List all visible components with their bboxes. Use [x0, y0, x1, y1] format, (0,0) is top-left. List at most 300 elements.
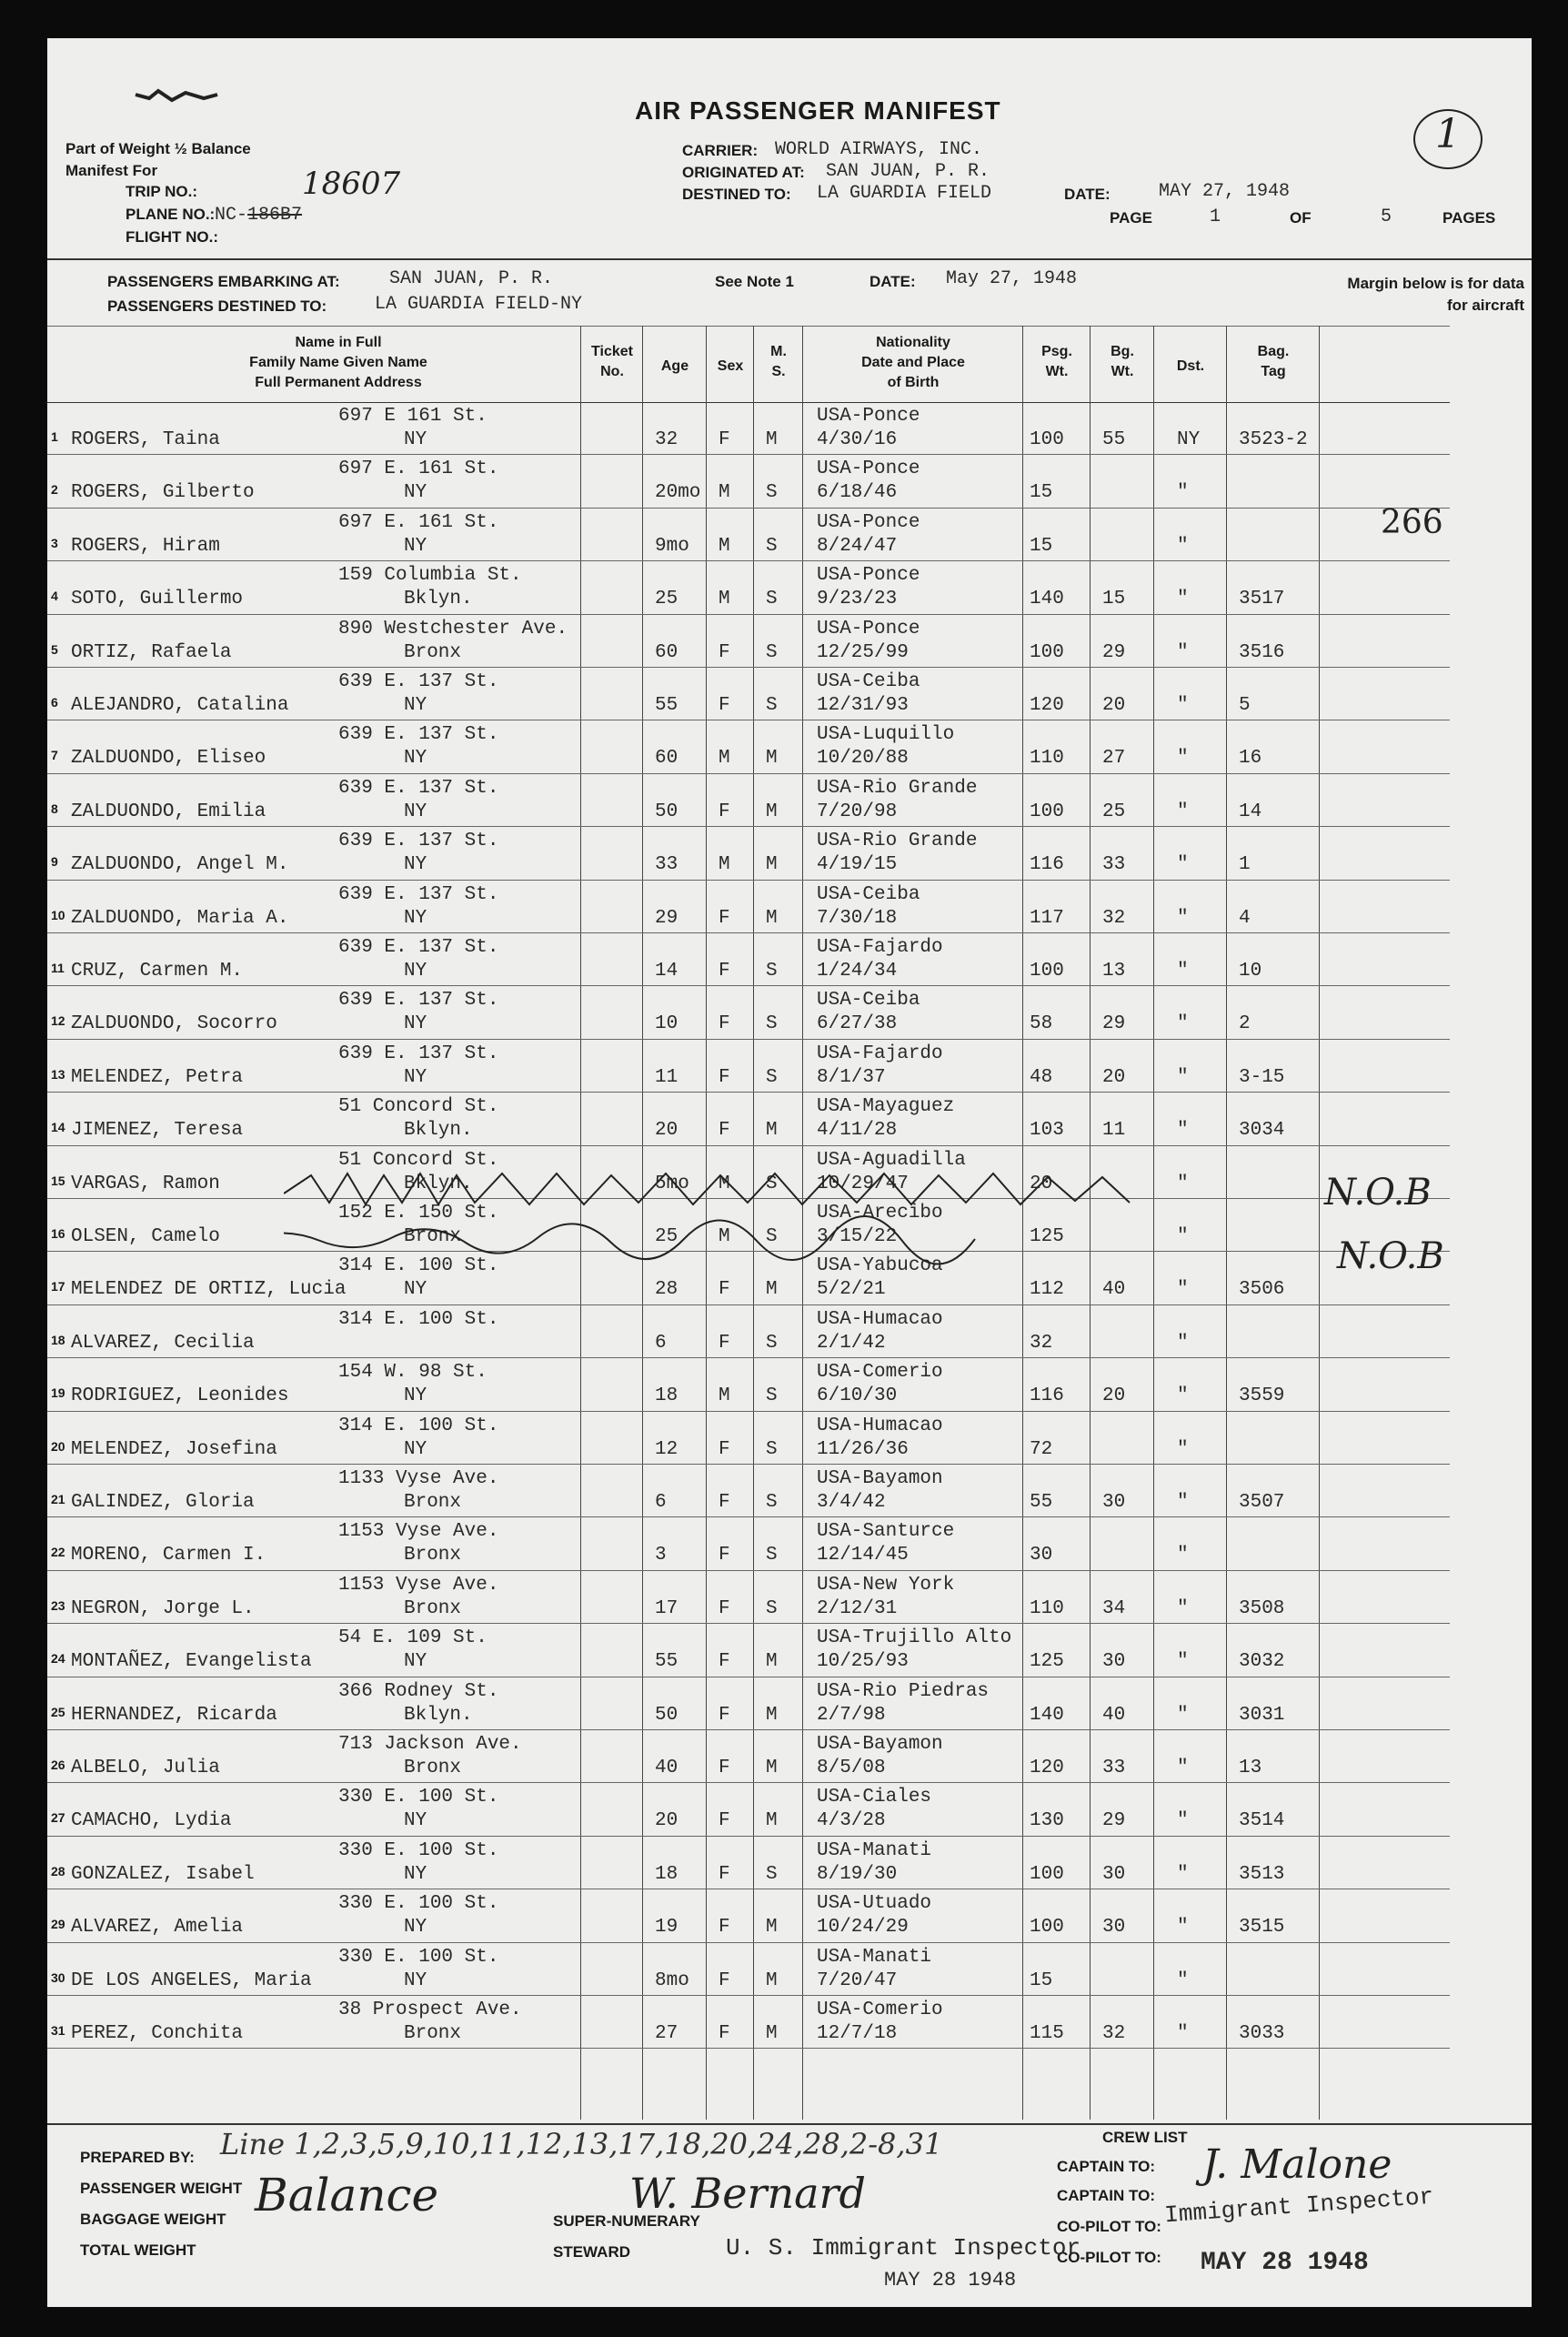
passenger-weight: 110 [1030, 1597, 1064, 1619]
embark-date-label: DATE: [869, 273, 916, 290]
bag-tag: 3033 [1239, 2023, 1285, 2044]
sex: F [719, 1597, 730, 1619]
row-number: 10 [51, 907, 65, 922]
captain-label: CAPTAIN TO: [1057, 2187, 1155, 2204]
passenger-name: ZALDUONDO, Socorro [71, 1013, 277, 1035]
bag-tag: 4 [1239, 907, 1251, 929]
row-number: 12 [51, 1013, 65, 1029]
carrier-value: WORLD AIRWAYS, INC. [775, 139, 983, 160]
address-line-2: Bronx [404, 1597, 462, 1619]
baggage-weight: 30 [1102, 1492, 1126, 1513]
table-row [47, 1943, 1450, 1995]
age: 25 [655, 1226, 678, 1247]
header-rule [47, 258, 1532, 260]
row-number: 3 [51, 535, 58, 550]
row-number: 9 [51, 854, 58, 870]
bag-tag: 13 [1239, 1758, 1262, 1778]
birth-date: 3/15/22 [817, 1226, 898, 1247]
marital-status: S [766, 1013, 778, 1035]
table-row [47, 1889, 1450, 1941]
col-header-bag-tag: Bag. Tag [1257, 344, 1290, 379]
baggage-weight: 33 [1102, 854, 1126, 876]
age: 32 [655, 429, 678, 450]
address-line-1: 159 Columbia St. [338, 565, 522, 587]
baggage-weight: 13 [1102, 961, 1126, 982]
birth-place: USA-Santurce [817, 1521, 955, 1543]
address-line-2: Bronx [404, 1545, 462, 1566]
address-line-2: NY [404, 695, 427, 716]
footer-rule [47, 2123, 1532, 2125]
destination: " [1177, 1279, 1189, 1301]
address-line-1: 314 E. 100 St. [338, 1308, 499, 1330]
nob-annotation: N.O.B [1324, 1172, 1432, 1214]
address-line-2: NY [404, 1013, 427, 1035]
table-row [47, 402, 1450, 454]
passenger-name: CRUZ, Carmen M. [71, 961, 244, 982]
passenger-name: ROGERS, Taina [71, 429, 220, 450]
birth-place: USA-Aguadilla [817, 1149, 966, 1171]
sex: M [719, 482, 730, 504]
passenger-name: ALVAREZ, Cecilia [71, 1332, 255, 1354]
age: 14 [655, 961, 678, 982]
destination: " [1177, 1066, 1189, 1088]
passenger-name: HERNANDEZ, Ricarda [71, 1704, 277, 1726]
passenger-weight: 72 [1030, 1438, 1053, 1460]
table-top-rule [47, 326, 1450, 327]
passenger-weight: 15 [1030, 482, 1053, 504]
destination: " [1177, 1651, 1189, 1673]
marital-status: S [766, 482, 778, 504]
address-line-1: 639 E. 137 St. [338, 671, 499, 692]
age: 8mo [655, 1969, 689, 1991]
passenger-name: ALEJANDRO, Catalina [71, 695, 289, 716]
passenger-name: JIMENEZ, Teresa [71, 1120, 244, 1142]
passenger-weight: 100 [1030, 801, 1064, 822]
age: 55 [655, 1651, 678, 1673]
birth-date: 12/25/99 [817, 641, 909, 663]
super-numerary-label: SUPER-NUMERARY [553, 2212, 700, 2230]
age: 3 [655, 1545, 667, 1566]
table-row [47, 455, 1450, 507]
destination: " [1177, 1758, 1189, 1778]
row-number: 13 [51, 1066, 65, 1082]
birth-date: 12/7/18 [817, 2023, 898, 2044]
address-line-1: 639 E. 137 St. [338, 1043, 499, 1064]
birth-place: USA-New York [817, 1574, 955, 1596]
address-line-1: 1153 Vyse Ave. [338, 1521, 499, 1543]
birth-date: 12/31/93 [817, 695, 909, 716]
age: 60 [655, 641, 678, 663]
age: 10 [655, 1013, 678, 1035]
bag-tag: 3032 [1239, 1651, 1285, 1673]
sex: F [719, 1704, 730, 1726]
destination: " [1177, 748, 1189, 770]
passenger-weight: 20 [1030, 1173, 1053, 1194]
birth-place: USA-Comerio [817, 2000, 943, 2020]
passenger-name: ALBELO, Julia [71, 1758, 220, 1778]
immigrant-inspector-stamp: Immigrant Inspector [1163, 2182, 1435, 2230]
marital-status: M [766, 2023, 778, 2044]
marital-status: S [766, 1492, 778, 1513]
baggage-weight: 29 [1102, 1810, 1126, 1832]
row-number: 16 [51, 1226, 65, 1241]
baggage-weight: 30 [1102, 1863, 1126, 1885]
passenger-weight: 100 [1030, 429, 1064, 450]
row-number: 8 [51, 801, 58, 816]
baggage-weight: 33 [1102, 1758, 1126, 1778]
age: 20 [655, 1810, 678, 1832]
sex: F [719, 961, 730, 982]
bag-tag: 3523-2 [1239, 429, 1308, 450]
age: 27 [655, 2023, 678, 2044]
prepared-by-label: PREPARED BY: [80, 2149, 195, 2166]
birth-place: USA-Ceiba [817, 883, 920, 905]
baggage-weight: 11 [1102, 1120, 1126, 1142]
bag-tag: 2 [1239, 1013, 1251, 1035]
table-row [47, 1305, 1450, 1357]
age: 18 [655, 1385, 678, 1407]
address-line-1: 697 E. 161 St. [338, 458, 499, 480]
marital-status: S [766, 1597, 778, 1619]
sex: F [719, 1758, 730, 1778]
sex: F [719, 1066, 730, 1088]
birth-date: 4/19/15 [817, 854, 898, 876]
table-row [47, 774, 1450, 826]
age: 25 [655, 589, 678, 610]
copilot-label: CO-PILOT TO: [1057, 2249, 1161, 2266]
birth-date: 4/30/16 [817, 429, 898, 450]
birth-place: USA-Bayamon [817, 1734, 943, 1755]
passenger-name: ROGERS, Gilberto [71, 482, 255, 504]
row-number: 27 [51, 1810, 65, 1826]
col-header-age: Age [660, 358, 689, 374]
destination: " [1177, 1492, 1189, 1513]
address-line-1: 639 E. 137 St. [338, 990, 499, 1012]
captain-signature: J. Malone [1202, 2141, 1392, 2188]
birth-date: 2/12/31 [817, 1597, 898, 1619]
row-divider [47, 2048, 1450, 2049]
baggage-weight: 27 [1102, 748, 1126, 770]
table-row [47, 1571, 1450, 1623]
passenger-name: SOTO, Guillermo [71, 589, 244, 610]
address-line-2: NY [404, 854, 427, 876]
date-stamp: MAY 28 1948 [884, 2269, 1017, 2292]
date-stamp: MAY 28 1948 [1201, 2249, 1369, 2277]
address-line-1: 697 E. 161 St. [338, 511, 499, 533]
passenger-weight: 116 [1030, 854, 1064, 876]
manifest-page [47, 38, 1532, 2307]
destination: " [1177, 961, 1189, 982]
birth-place: USA-Bayamon [817, 1468, 943, 1489]
birth-place: USA-Humacao [817, 1308, 943, 1330]
sex: M [719, 854, 730, 876]
row-number: 7 [51, 748, 58, 763]
birth-date: 6/10/30 [817, 1385, 898, 1407]
birth-place: USA-Fajardo [817, 937, 943, 958]
passenger-name: ZALDUONDO, Angel M. [71, 854, 289, 876]
passenger-name: PEREZ, Conchita [71, 2023, 244, 2044]
birth-place: USA-Arecibo [817, 1203, 943, 1224]
sex: M [719, 1226, 730, 1247]
address-line-1: 330 E. 100 St. [338, 1946, 499, 1968]
passenger-weight: 112 [1030, 1279, 1064, 1301]
address-line-1: 330 E. 100 St. [338, 1839, 499, 1861]
address-line-2: NY [404, 1651, 427, 1673]
destination: " [1177, 695, 1189, 716]
birth-place: USA-Mayaguez [817, 1096, 955, 1118]
address-line-1: 51 Concord St. [338, 1149, 499, 1171]
sex: F [719, 1013, 730, 1035]
sex: F [719, 429, 730, 450]
nob-annotation: N.O.B [1337, 1235, 1444, 1277]
embarking-value: SAN JUAN, P. R. [389, 268, 554, 289]
birth-date: 8/5/08 [817, 1758, 886, 1778]
address-line-2: NY [404, 748, 427, 770]
address-line-1: 330 E. 100 St. [338, 1893, 499, 1915]
passenger-weight: 103 [1030, 1120, 1064, 1142]
row-number: 19 [51, 1385, 65, 1401]
bag-tag: 5 [1239, 695, 1251, 716]
col-header-name: Name in Full Family Name Given Name Full Permanent Address [249, 335, 427, 390]
baggage-weight: 55 [1102, 429, 1126, 450]
birth-date: 10/24/29 [817, 1917, 909, 1939]
row-number: 24 [51, 1651, 65, 1667]
page-number: 1 [1210, 207, 1221, 227]
sex: F [719, 1810, 730, 1832]
passenger-name: MELENDEZ, Petra [71, 1066, 244, 1088]
row-number: 30 [51, 1969, 65, 1985]
destination: " [1177, 1810, 1189, 1832]
embarking-label: PASSENGERS EMBARKING AT: [107, 273, 340, 290]
col-header-psg-wt: Psg. Wt. [1041, 344, 1072, 379]
address-line-2: Bronx [404, 1492, 462, 1513]
of-label: OF [1290, 209, 1312, 227]
bag-tag: 3516 [1239, 641, 1285, 663]
age: 9mo [655, 535, 689, 557]
address-line-1: 314 E. 100 St. [338, 1255, 499, 1277]
address-line-1: 38 Prospect Ave. [338, 2000, 522, 2020]
destination: " [1177, 1173, 1189, 1194]
marital-status: M [766, 1120, 778, 1142]
marital-status: S [766, 1066, 778, 1088]
prepared-handwriting: Line 1,2,3,5,9,10,11,12,13,17,18,20,24,28,2-8,31 [220, 2127, 943, 2161]
row-number: 6 [51, 695, 58, 710]
baggage-weight: 30 [1102, 1651, 1126, 1673]
col-header-ticket: Ticket No. [591, 344, 633, 379]
sex: M [719, 748, 730, 770]
bag-tag: 10 [1239, 961, 1262, 982]
passenger-weight: 130 [1030, 1810, 1064, 1832]
birth-date: 10/29/47 [817, 1173, 909, 1194]
table-row [47, 1730, 1450, 1782]
age: 28 [655, 1279, 678, 1301]
baggage-weight: 25 [1102, 801, 1126, 822]
table-row [47, 1465, 1450, 1516]
passenger-weight: 140 [1030, 589, 1064, 610]
address-line-1: 51 Concord St. [338, 1096, 499, 1118]
row-number: 28 [51, 1863, 65, 1879]
table-row [47, 986, 1450, 1038]
birth-date: 8/24/47 [817, 535, 898, 557]
age: 11 [655, 1066, 678, 1088]
destination: " [1177, 1917, 1189, 1939]
baggage-weight: 32 [1102, 907, 1126, 929]
address-line-2: NY [404, 1810, 427, 1832]
marital-status: M [766, 1969, 778, 1991]
address-line-2: Bronx [404, 1226, 462, 1247]
document-title: AIR PASSENGER MANIFEST [635, 96, 1001, 125]
passenger-weight: 116 [1030, 1385, 1064, 1407]
age: 19 [655, 1917, 678, 1939]
age: 50 [655, 1704, 678, 1726]
passenger-weight: 115 [1030, 2023, 1064, 2044]
address-line-2: Bronx [404, 641, 462, 663]
row-number: 4 [51, 589, 58, 604]
destination: NY [1177, 429, 1201, 450]
age: 40 [655, 1758, 678, 1778]
birth-place: USA-Rio Piedras [817, 1680, 990, 1702]
marital-status: M [766, 1810, 778, 1832]
birth-date: 2/1/42 [817, 1332, 886, 1354]
plane-label: PLANE NO.: [126, 206, 216, 223]
marital-status: M [766, 907, 778, 929]
row-number: 22 [51, 1545, 65, 1560]
address-line-1: 314 E. 100 St. [338, 1415, 499, 1436]
destination: " [1177, 1438, 1189, 1460]
destination: " [1177, 589, 1189, 610]
inspector-signature: W. Bernard [629, 2169, 866, 2218]
birth-date: 1/24/34 [817, 961, 898, 982]
table-row [47, 1783, 1450, 1835]
see-note: See Note 1 [715, 273, 794, 290]
birth-date: 2/7/98 [817, 1704, 886, 1726]
immigrant-inspector-stamp: U. S. Immigrant Inspector [726, 2234, 1081, 2261]
age: 29 [655, 907, 678, 929]
bag-tag: 3031 [1239, 1704, 1285, 1726]
age: 6 [655, 1332, 667, 1354]
trip-label: TRIP NO.: [126, 183, 198, 200]
marital-status: S [766, 695, 778, 716]
address-line-2: NY [404, 1917, 427, 1939]
address-line-2: NY [404, 429, 427, 450]
bag-tag: 14 [1239, 801, 1262, 822]
destination: " [1177, 2023, 1189, 2044]
passenger-name: MELENDEZ DE ORTIZ, Lucia [71, 1279, 347, 1301]
address-line-2: NY [404, 961, 427, 982]
age: 20mo [655, 482, 701, 504]
destination: " [1177, 1704, 1189, 1726]
baggage-weight: 20 [1102, 1066, 1126, 1088]
sex: F [719, 641, 730, 663]
address-line-2: NY [404, 1438, 427, 1460]
sex: F [719, 1969, 730, 1991]
plane-number: NC-186B7 [215, 205, 303, 226]
address-line-1: 639 E. 137 St. [338, 883, 499, 905]
address-line-1: 697 E 161 St. [338, 406, 487, 427]
age: 33 [655, 854, 678, 876]
row-number: 31 [51, 2023, 65, 2038]
birth-place: USA-Ponce [817, 511, 920, 533]
passenger-weight: 125 [1030, 1226, 1064, 1247]
steward-label: STEWARD [553, 2243, 630, 2261]
copilot-label: CO-PILOT TO: [1057, 2218, 1161, 2235]
passenger-name: VARGAS, Ramon [71, 1173, 220, 1194]
table-row [47, 561, 1450, 613]
address-line-1: 154 W. 98 St. [338, 1362, 487, 1384]
marital-status: M [766, 1279, 778, 1301]
birth-place: USA-Ponce [817, 406, 920, 427]
address-line-1: 639 E. 137 St. [338, 937, 499, 958]
passenger-name: ORTIZ, Rafaela [71, 641, 232, 663]
address-line-2: NY [404, 1066, 427, 1088]
manifest-for-label: Manifest For [65, 162, 158, 179]
baggage-weight: 15 [1102, 589, 1126, 610]
address-line-2: NY [404, 907, 427, 929]
birth-place: USA-Trujillo Alto [817, 1627, 1012, 1649]
age: 17 [655, 1597, 678, 1619]
table-row [47, 827, 1450, 879]
birth-date: 6/18/46 [817, 482, 898, 504]
address-line-2: NY [404, 1863, 427, 1885]
address-line-1: 1153 Vyse Ave. [338, 1574, 499, 1596]
passenger-weight: 117 [1030, 907, 1064, 929]
passenger-name: MONTAÑEZ, Evangelista [71, 1651, 312, 1673]
destination: " [1177, 1226, 1189, 1247]
sex: M [719, 589, 730, 610]
margin-count: 266 [1381, 504, 1443, 541]
row-number: 1 [51, 429, 58, 444]
passenger-name: CAMACHO, Lydia [71, 1810, 232, 1832]
passenger-weight-label: PASSENGER WEIGHT [80, 2180, 243, 2197]
passenger-weight: 100 [1030, 1863, 1064, 1885]
ink-smudge [131, 86, 240, 104]
passenger-weight: 48 [1030, 1066, 1053, 1088]
passenger-weight: 100 [1030, 641, 1064, 663]
passenger-name: MORENO, Carmen I. [71, 1545, 266, 1566]
address-line-2: NY [404, 535, 427, 557]
bag-tag: 3559 [1239, 1385, 1285, 1407]
birth-place: USA-Fajardo [817, 1043, 943, 1064]
age: 50 [655, 801, 678, 822]
birth-date: 5/2/21 [817, 1279, 886, 1301]
destination: " [1177, 1863, 1189, 1885]
sex: F [719, 1279, 730, 1301]
passenger-name: RODRIGUEZ, Leonides [71, 1385, 289, 1407]
passenger-name: DE LOS ANGELES, Maria [71, 1969, 312, 1991]
birth-date: 7/20/98 [817, 801, 898, 822]
carrier-label: CARRIER: [682, 142, 759, 159]
passenger-weight: 100 [1030, 961, 1064, 982]
birth-place: USA-Utuado [817, 1893, 932, 1915]
table-row [47, 881, 1450, 932]
address-line-2: Bklyn. [404, 1704, 473, 1726]
address-line-2: NY [404, 1385, 427, 1407]
destination: " [1177, 1545, 1189, 1566]
bag-tag: 3034 [1239, 1120, 1285, 1142]
bag-tag: 3513 [1239, 1863, 1285, 1885]
sex: F [719, 1438, 730, 1460]
age: 60 [655, 748, 678, 770]
birth-date: 8/19/30 [817, 1863, 898, 1885]
birth-date: 11/26/36 [817, 1438, 909, 1460]
sex: M [719, 535, 730, 557]
row-number: 20 [51, 1438, 65, 1454]
passenger-weight: 15 [1030, 535, 1053, 557]
marital-status: S [766, 1332, 778, 1354]
bag-tag: 3515 [1239, 1917, 1285, 1939]
page-label: PAGE [1110, 209, 1152, 227]
pages-label: PAGES [1442, 209, 1496, 227]
